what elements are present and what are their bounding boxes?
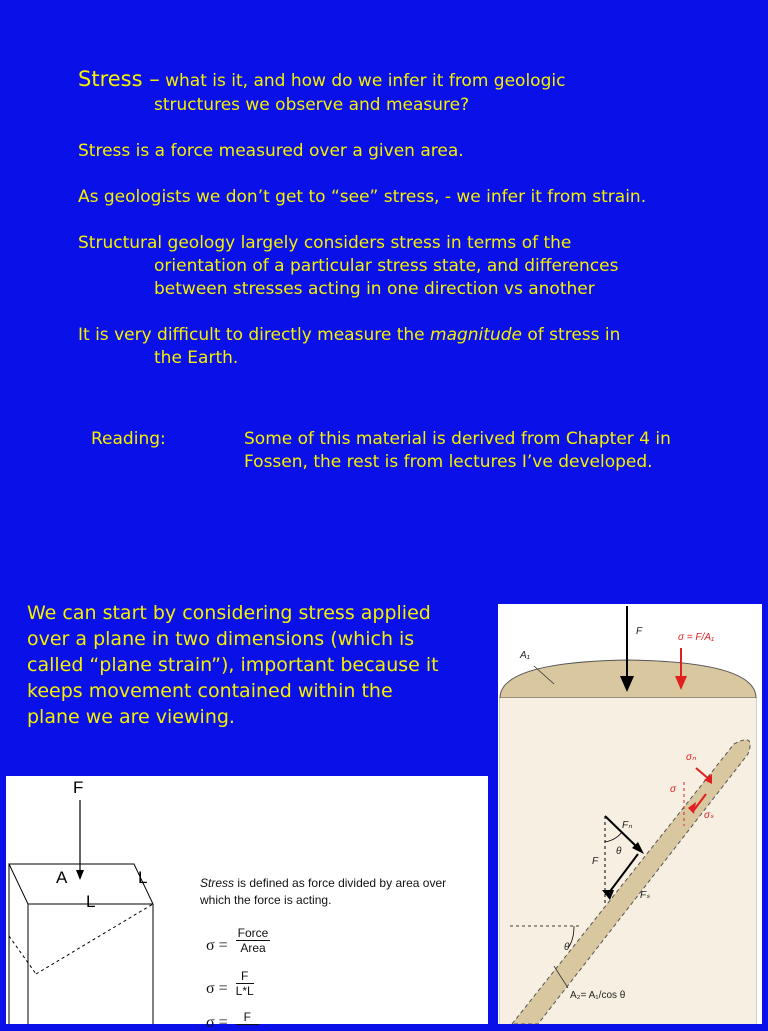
plane-theta-label: θ (616, 846, 622, 857)
paragraph-4-a: It is very difficult to directly measure the (78, 325, 425, 345)
paragraph-3-line-3: between stresses acting in one direction vs another (154, 279, 595, 299)
lower-line-2: over a plane in two dimensions (which is (27, 628, 415, 650)
reading-line-2: Fossen, the rest is from lectures I’ve developed. (244, 452, 653, 472)
eq2-sigma: σ = (206, 980, 228, 998)
eq3-numerator: F (236, 1010, 259, 1025)
plane-figure-panel (498, 604, 762, 1024)
cube-area-label: A (56, 868, 68, 887)
cube-force-label: F (73, 778, 84, 797)
eq3-fraction (236, 1010, 259, 1025)
stress-definition-line-1 (200, 875, 446, 892)
eq1-sigma: σ = (206, 937, 228, 955)
stress-definition-rest: is defined as force divided by area over (234, 876, 447, 890)
plane-sigma-n-label: σₙ (686, 752, 697, 763)
plane-force-label: F (636, 626, 643, 637)
paragraph-4-line-1 (78, 324, 620, 347)
plane-sigma-fa1-label: σ = F/A₁ (678, 632, 715, 643)
plane-a2-label: A₂= A₁/cos θ (570, 990, 626, 1001)
paragraph-1: Stress is a force measured over a given area. (78, 141, 464, 161)
reading-label: Reading: (91, 429, 166, 449)
plane-fn-label: Fₙ (622, 820, 633, 831)
eq2-denominator: L*L (235, 984, 254, 998)
equation-2 (206, 969, 254, 998)
plane-f2-label: F (592, 856, 599, 867)
cube-figure-panel (6, 776, 488, 1031)
paragraph-3-line-2: orientation of a particular stress state, and differences (154, 256, 619, 276)
paragraph-4-b: of stress in (527, 325, 621, 345)
plane-area-a1-label: A₁ (520, 650, 530, 661)
paragraph-4-emphasis: magnitude (430, 325, 522, 345)
slide-title-cont: structures we observe and measure? (154, 95, 470, 115)
eq1-denominator: Area (240, 941, 266, 955)
equation-3 (206, 1008, 259, 1031)
stress-definition (200, 875, 446, 909)
slide-title-word: Stress – (78, 67, 160, 91)
plane-theta2-label: θ (564, 942, 570, 953)
stress-definition-em: Stress (200, 876, 235, 890)
lower-line-3: called “plane strain”), important because it (27, 654, 439, 676)
slide-title-rest: what is it, and how do we infer it from geologic (165, 71, 566, 91)
paragraph-2: As geologists we don’t get to “see” stress, - we infer it from strain. (78, 187, 647, 207)
paragraph-4-line-2: the Earth. (154, 348, 239, 368)
reading-line-1: Some of this material is derived from Chapter 4 in (244, 429, 671, 449)
slide-title-line (78, 68, 565, 93)
eq1-fraction (236, 926, 271, 955)
eq2-numerator: F (236, 969, 254, 984)
lower-line-5: plane we are viewing. (27, 706, 235, 728)
eq3-sigma: σ = (206, 1014, 228, 1031)
paragraph-3-line-1: Structural geology largely considers stress in terms of the (78, 233, 572, 253)
plane-sigma-label: σ (670, 784, 677, 795)
eq1-numerator: Force (237, 926, 269, 940)
cube-length-label-front: L (86, 892, 96, 911)
eq2-fraction (236, 969, 254, 998)
equation-1 (206, 926, 270, 955)
lower-paragraph (27, 600, 439, 730)
plane-fs-label: Fₛ (640, 890, 650, 901)
plane-stress-diagram (498, 604, 762, 1024)
lower-line-4: keeps movement contained within the (27, 680, 393, 702)
plane-sigma-s-label: σₛ (704, 810, 714, 821)
lower-line-1: We can start by considering stress applied (27, 602, 431, 624)
cube-length-label-top: L (138, 868, 148, 887)
stress-definition-line-2: which the force is acting. (200, 893, 332, 907)
